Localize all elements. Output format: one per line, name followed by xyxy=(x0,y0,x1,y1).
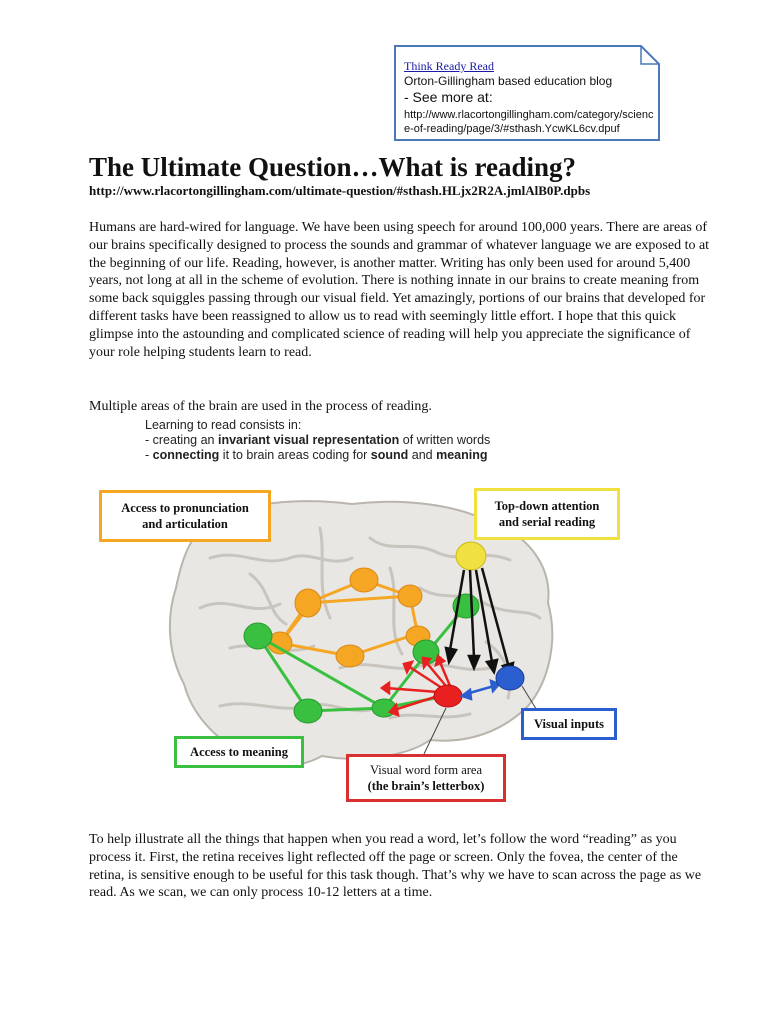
label-access-meaning: Access to meaning xyxy=(174,736,304,768)
brain-reading-figure xyxy=(90,418,640,808)
blog-description: Orton-Gillingham based education blog xyxy=(404,74,613,88)
figure-note xyxy=(145,418,490,463)
label-visual-word-form-area: Visual word form area (the brain’s letterbox) xyxy=(346,754,506,802)
brain-areas-paragraph: Multiple areas of the brain are used in the process of reading. xyxy=(89,399,432,414)
blog-callout xyxy=(393,44,661,142)
brain-diagram xyxy=(90,418,640,808)
reading-process-paragraph: To help illustrate all the things that happen when you read a word, let’s follow the word “reading” as you process it. First, the retina receives light reflected off the page or screen. Only the fovea, the center of the retina, is sensitive enough to be useful for this task though. That’s why we have to scan across the page as we read. As we scan, we can only process 10-12 letters at a time. xyxy=(89,832,702,901)
page-title: The Ultimate Question…What is reading? xyxy=(89,152,577,182)
label-pronunciation: Access to pronunciation and articulation xyxy=(99,490,271,542)
figure-note-line1: Learning to read consists in: xyxy=(145,418,302,432)
source-url: http://www.rlacortongillingham.com/ultimate-question/#sthash.HLjx2R2A.jmlAlB0P.dpbs xyxy=(89,183,591,198)
figure-note-line3: - connecting it to brain areas coding for sound and meaning xyxy=(145,448,488,462)
label-visual-inputs: Visual inputs xyxy=(521,708,617,740)
figure-note-line2: - creating an invariant visual representation of written words xyxy=(145,433,491,447)
label-top-down-attention: Top-down attention and serial reading xyxy=(474,488,620,540)
intro-paragraph: Humans are hard-wired for language. We have been using speech for around 100,000 years. There are areas of our brains specifically designed to process the sounds and grammar of whatever language we are exposed to at the beginning of our life. Reading, however, is another matter. Writing has only been used for around 5,400 years, not long at all in the scheme of evolution. There is nothing innate in our brains to create meaning from some back squiggles passing through our visual field. Yet amazingly, portions of our brains that developed for different tasks have been reassigned to allow us to read with seemingly little effort. I hope that this quick glimpse into the astounding and complicated science of reading will help you appreciate the significance of your role helping students learn to read. xyxy=(89,220,710,360)
see-more-url: http://www.rlacortongillingham.com/category/science-of-reading/page/3/#sthash.YcwKL6cv.dpuf xyxy=(404,109,654,135)
yellow-node xyxy=(456,542,486,570)
red-node xyxy=(434,685,462,707)
blog-link[interactable]: Think Ready Read xyxy=(404,59,494,73)
see-more-label: - See more at: xyxy=(404,89,493,105)
blue-node xyxy=(496,666,524,690)
